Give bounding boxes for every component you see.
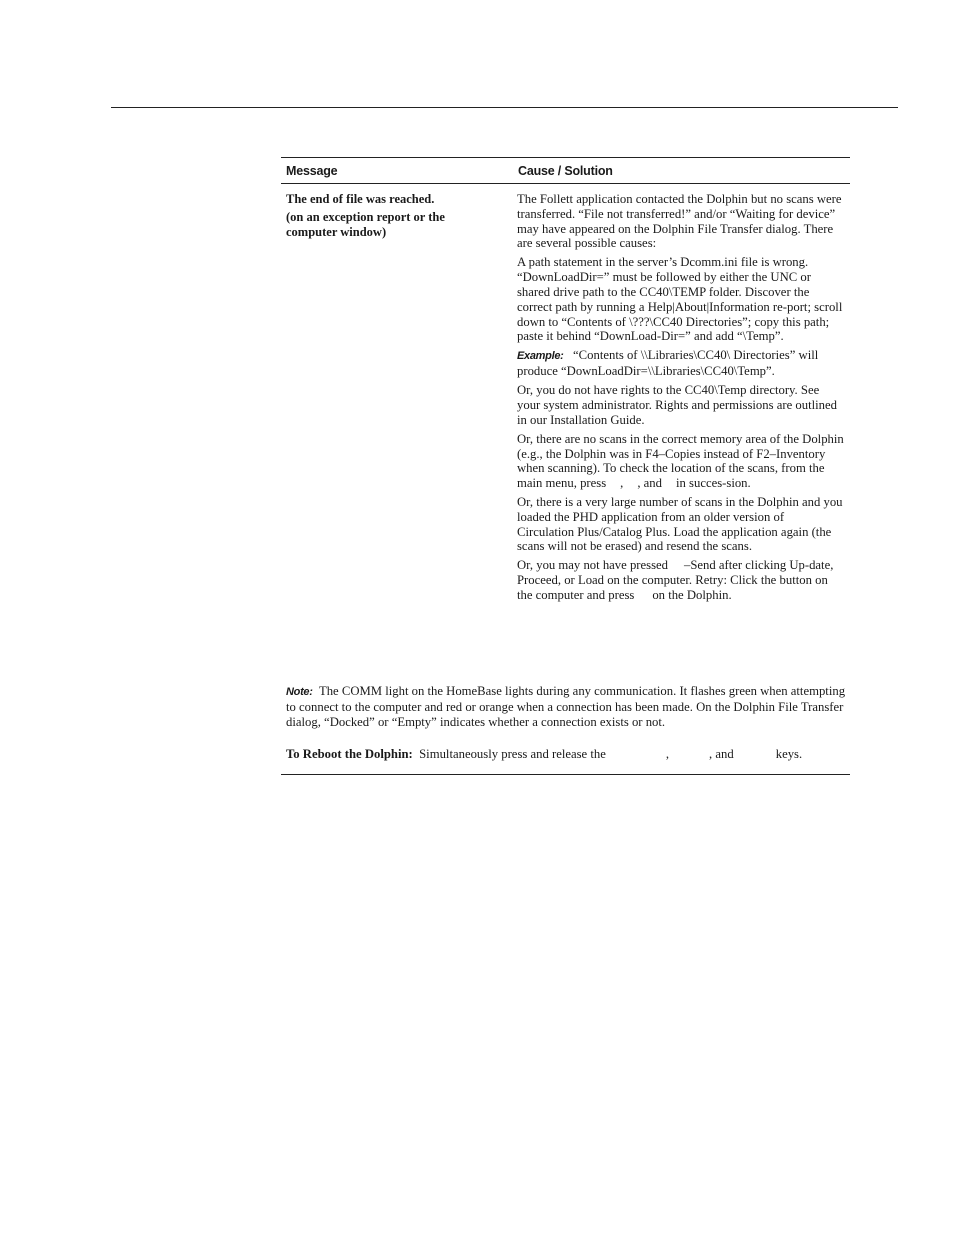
reboot-instruction: [286, 747, 846, 762]
cause-paragraph-memory: [517, 432, 844, 491]
cause-paragraph-intro: The Follett application contacted the Dolphin but no scans were transferred. “File not transferred!” and/or “Waiting for device” may have appeared on the Dolphin File Transfer dialog. There are several possible causes:: [517, 192, 842, 251]
cause-paragraph-rights: Or, you do not have rights to the CC40\Temp directory. See your system administrator. Rights and permissions are outlined in our Installation Guide.: [517, 383, 837, 427]
note-paragraph: [286, 684, 846, 729]
memory-text-c: , and: [637, 476, 662, 491]
example-text: “Contents of \\Libraries\CC40\ Directories” will produce “DownLoadDir=\\Libraries\CC40\Temp”.: [517, 348, 819, 379]
send-text-a: Or, you may not have pressed: [517, 558, 668, 573]
header-cause-solution: Cause / Solution: [518, 163, 613, 178]
memory-text-a: Or, there are no scans in the correct memory area of the Dolphin (e.g., the Dolphin was in F4–Copies instead of F2–Inventory when scanning). To check the location of the scans, from the main menu, press: [517, 431, 844, 491]
reboot-text-b: ,: [665, 747, 670, 761]
error-message-table: [281, 157, 850, 761]
reboot-text-c: , and: [709, 747, 734, 761]
message-title: The end of file was reached.: [286, 192, 435, 206]
reboot-text-d: keys.: [775, 747, 803, 761]
send-text-d: on the Dolphin.: [652, 588, 732, 603]
reboot-text-a: Simultaneously press and release the: [419, 747, 606, 761]
cause-paragraph-older-version: Or, there is a very large number of scans in the Dolphin and you loaded the PHD application from an older version of Circulation Plus/Catalog Plus. Load the application again (the scans will not be erased) and resend the scans.: [517, 495, 843, 554]
table-bottom-rule: [281, 774, 850, 775]
table-row: [281, 184, 850, 662]
send-text-c: button on the computer and press: [517, 573, 828, 603]
table-header-row: [281, 158, 850, 184]
page-top-rule: [111, 107, 898, 108]
header-message: Message: [286, 163, 338, 178]
memory-text-b: ,: [620, 476, 624, 491]
memory-text-d: in succes-sion.: [676, 476, 751, 491]
message-context: (on an exception report or the computer window): [286, 210, 445, 239]
note-text: The COMM light on the HomeBase lights during any communication. It flashes green when attempting to connect to the computer and red or orange when a connection has been made. On the Dolphin File Transfer dialog, “Docked” or “Empty” indicates whether a connection exists or not.: [286, 684, 846, 729]
example-label: Example:: [517, 350, 564, 363]
send-text-b: –Send after clicking Up-date, Proceed, or Load on the computer. Retry: Click the: [517, 558, 834, 588]
cause-paragraph-send: [517, 558, 844, 602]
cause-example: [517, 348, 844, 379]
note-label: Note:: [286, 686, 313, 698]
cause-paragraph-path: A path statement in the server’s Dcomm.ini file is wrong. “DownLoadDir=” must be followed by either the UNC or shared drive path to the CC40\TEMP folder. Discover the correct path by running a Help|About|Information re-port; scroll down to “Contents of \???\CC40 Directories”; copy this path; paste it behind “DownLoad-Dir=” and add “\Temp”.: [517, 255, 843, 344]
cause-solution-text: [517, 192, 844, 607]
reboot-label: To Reboot the Dolphin:: [286, 747, 413, 761]
